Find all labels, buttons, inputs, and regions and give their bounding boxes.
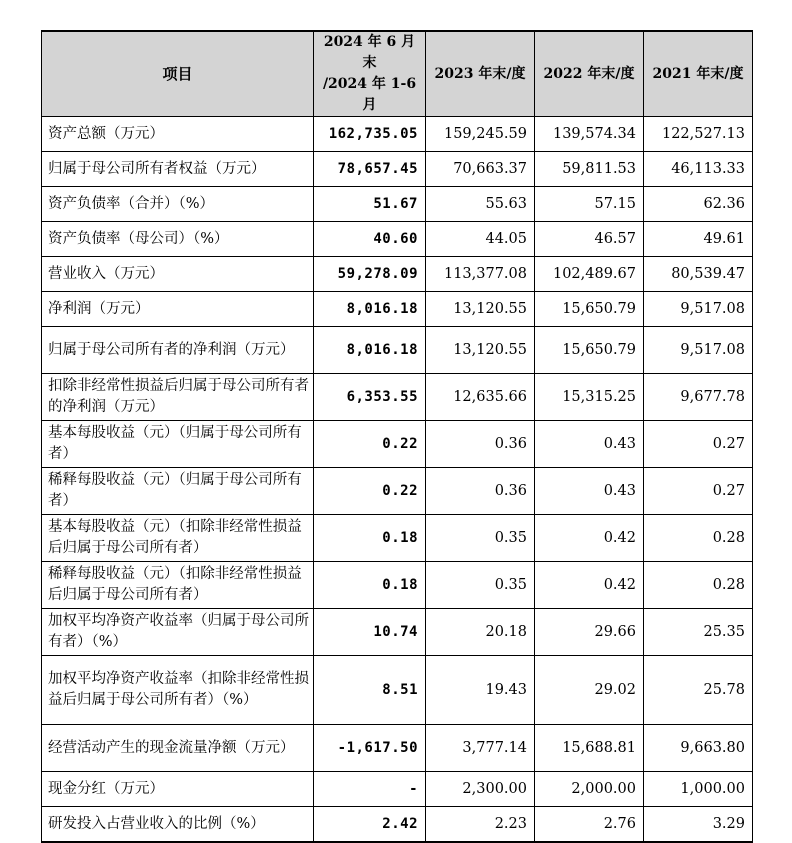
cell-2022: 15,650.79 [535,327,644,374]
financial-indicators-table [41,30,753,843]
table-row [42,609,753,656]
row-label: 净利润（万元） [42,292,314,327]
row-label: 研发投入占营业收入的比例（%） [42,807,314,843]
cell-2023: 0.36 [426,468,535,515]
table-row [42,152,753,187]
row-label: 加权平均净资产收益率（扣除非经常性损益后归属于母公司所有者）（%） [42,656,314,725]
cell-2023: 44.05 [426,222,535,257]
cell-2021: 9,517.08 [644,292,753,327]
table-row [42,656,753,725]
cell-2024: 8,016.18 [314,327,426,374]
table-row [42,117,753,152]
table-row [42,421,753,468]
row-label: 经营活动产生的现金流量净额（万元） [42,725,314,772]
table-row [42,222,753,257]
cell-2024: 59,278.09 [314,257,426,292]
table-row [42,725,753,772]
cell-2023: 13,120.55 [426,327,535,374]
table-row [42,374,753,421]
row-label: 资产负债率（母公司）（%） [42,222,314,257]
cell-2021: 80,539.47 [644,257,753,292]
cell-2021: 46,113.33 [644,152,753,187]
table-row [42,807,753,843]
cell-2022: 0.42 [535,562,644,609]
row-label: 加权平均净资产收益率（归属于母公司所有者）（%） [42,609,314,656]
cell-2024: 8,016.18 [314,292,426,327]
cell-2024: 78,657.45 [314,152,426,187]
cell-2024: 0.22 [314,421,426,468]
table-row [42,292,753,327]
cell-2021: 1,000.00 [644,772,753,807]
cell-2024: 162,735.05 [314,117,426,152]
header-2021: 2021 年末/度 [644,31,753,117]
row-label: 资产负债率（合并）（%） [42,187,314,222]
cell-2021: 0.27 [644,421,753,468]
table-row [42,327,753,374]
cell-2022: 0.43 [535,421,644,468]
cell-2023: 13,120.55 [426,292,535,327]
cell-2021: 9,517.08 [644,327,753,374]
cell-2022: 2.76 [535,807,644,843]
cell-2022: 2,000.00 [535,772,644,807]
row-label: 归属于母公司所有者的净利润（万元） [42,327,314,374]
cell-2023: 55.63 [426,187,535,222]
cell-2023: 3,777.14 [426,725,535,772]
row-label: 扣除非经常性损益后归属于母公司所有者的净利润（万元） [42,374,314,421]
row-label: 基本每股收益（元）（归属于母公司所有者） [42,421,314,468]
cell-2024: 51.67 [314,187,426,222]
cell-2024: 0.22 [314,468,426,515]
cell-2022: 57.15 [535,187,644,222]
header-item: 项目 [42,31,314,117]
cell-2022: 0.42 [535,515,644,562]
cell-2022: 46.57 [535,222,644,257]
header-2024-line2: /2024 年 1-6 月 [322,76,417,113]
cell-2023: 2.23 [426,807,535,843]
row-label: 现金分红（万元） [42,772,314,807]
cell-2024: 10.74 [314,609,426,656]
cell-2024: 6,353.55 [314,374,426,421]
cell-2021: 3.29 [644,807,753,843]
cell-2021: 0.27 [644,468,753,515]
table-row [42,515,753,562]
row-label: 稀释每股收益（元）（扣除非经常性损益后归属于母公司所有者） [42,562,314,609]
cell-2022: 15,650.79 [535,292,644,327]
cell-2021: 0.28 [644,562,753,609]
row-label: 稀释每股收益（元）（归属于母公司所有者） [42,468,314,515]
cell-2024: 40.60 [314,222,426,257]
cell-2022: 15,315.25 [535,374,644,421]
row-label: 基本每股收益（元）（扣除非经常性损益后归属于母公司所有者） [42,515,314,562]
cell-2022: 102,489.67 [535,257,644,292]
cell-2023: 19.43 [426,656,535,725]
cell-2024: 0.18 [314,562,426,609]
cell-2021: 49.61 [644,222,753,257]
row-label: 资产总额（万元） [42,117,314,152]
cell-2023: 159,245.59 [426,117,535,152]
header-2024 [314,31,426,117]
cell-2022: 139,574.34 [535,117,644,152]
financial-table-container [41,30,752,843]
header-2023: 2023 年末/度 [426,31,535,117]
cell-2023: 20.18 [426,609,535,656]
cell-2023: 0.35 [426,515,535,562]
cell-2021: 9,663.80 [644,725,753,772]
cell-2022: 29.02 [535,656,644,725]
table-row [42,257,753,292]
cell-2024: 0.18 [314,515,426,562]
cell-2021: 62.36 [644,187,753,222]
cell-2024: - [314,772,426,807]
row-label: 营业收入（万元） [42,257,314,292]
cell-2022: 0.43 [535,468,644,515]
cell-2022: 29.66 [535,609,644,656]
cell-2023: 113,377.08 [426,257,535,292]
row-label: 归属于母公司所有者权益（万元） [42,152,314,187]
cell-2021: 25.35 [644,609,753,656]
table-row [42,562,753,609]
cell-2023: 0.36 [426,421,535,468]
cell-2023: 12,635.66 [426,374,535,421]
cell-2021: 0.28 [644,515,753,562]
cell-2021: 25.78 [644,656,753,725]
cell-2024: 2.42 [314,807,426,843]
cell-2021: 9,677.78 [644,374,753,421]
cell-2023: 70,663.37 [426,152,535,187]
cell-2022: 15,688.81 [535,725,644,772]
header-2024-line1: 2024 年 6 月末 [323,34,416,71]
cell-2024: 8.51 [314,656,426,725]
cell-2023: 0.35 [426,562,535,609]
cell-2023: 2,300.00 [426,772,535,807]
table-row [42,772,753,807]
table-row [42,468,753,515]
cell-2021: 122,527.13 [644,117,753,152]
cell-2022: 59,811.53 [535,152,644,187]
header-2022: 2022 年末/度 [535,31,644,117]
table-row [42,187,753,222]
cell-2024: -1,617.50 [314,725,426,772]
table-header-row [42,31,753,117]
